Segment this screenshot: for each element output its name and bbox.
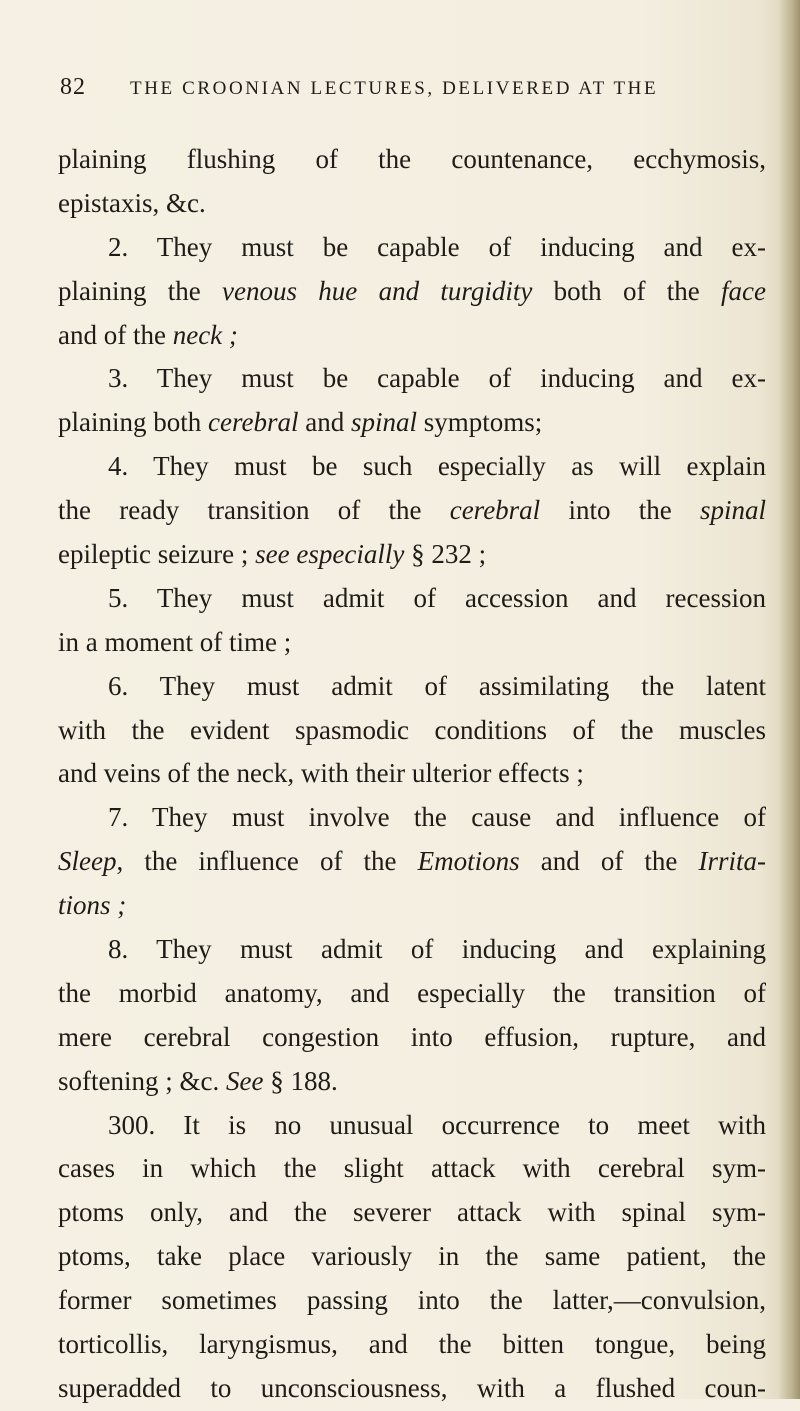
text-line	[58, 752, 766, 796]
text-segment: symptoms;	[416, 407, 543, 438]
text-line	[58, 577, 766, 621]
italic-text: see especially	[255, 539, 405, 570]
text-segment: 4. They must be such especially as will explain	[108, 451, 766, 482]
body-text	[58, 138, 766, 1411]
text-line	[58, 1191, 766, 1235]
text-line	[58, 665, 766, 709]
text-segment: former sometimes passing into the latter,—convulsion,	[58, 1285, 766, 1316]
italic-text: cerebral	[208, 407, 299, 438]
text-segment: in a moment of time ;	[58, 626, 292, 657]
text-segment: with the evident spasmodic conditions of the muscles	[58, 714, 766, 745]
text-segment: cases in which the slight attack with cerebral sym-	[58, 1153, 766, 1184]
italic-text: venous hue and turgidity	[222, 275, 533, 306]
text-line	[58, 1104, 766, 1148]
text-segment: 5. They must admit of accession and recession	[108, 582, 766, 613]
text-line	[58, 840, 766, 884]
italic-text: spinal	[350, 407, 417, 438]
italic-text: cerebral	[449, 495, 541, 526]
text-segment: plaining flushing of the countenance, ecchymosis,	[58, 144, 766, 174]
text-line	[58, 489, 766, 533]
text-segment: plaining the	[58, 275, 223, 306]
text-segment: torticollis, laryngismus, and the bitten tongue, being	[58, 1329, 766, 1360]
text-line	[58, 1147, 766, 1191]
text-segment: superadded to unconsciousness, with a flushed coun-	[58, 1372, 766, 1403]
text-segment: 300. It is no unusual occurrence to meet with	[108, 1109, 766, 1140]
text-line	[58, 621, 766, 665]
italic-text: Emotions	[417, 846, 520, 877]
text-segment: plaining both	[58, 407, 208, 438]
text-line	[58, 182, 766, 226]
text-segment: mere cerebral congestion into effusion, rupture, and	[58, 1021, 766, 1052]
text-segment: 7. They must involve the cause and influence of	[108, 802, 766, 833]
text-segment: both of the	[532, 275, 721, 306]
italic-text: Sleep	[58, 846, 117, 877]
text-line	[58, 1016, 766, 1060]
page-edge-shadow	[778, 0, 800, 1399]
text-segment: softening ; &c.	[58, 1065, 226, 1096]
italic-text: tions ;	[58, 890, 127, 921]
text-segment: 6. They must admit of assimilating the latent	[108, 670, 766, 701]
text-line	[58, 270, 766, 314]
italic-text: See	[225, 1065, 264, 1096]
text-segment: and of the	[58, 319, 173, 350]
text-segment: 8. They must admit of inducing and explaining	[108, 934, 766, 965]
text-line	[58, 401, 766, 445]
text-segment: ptoms only, and the severer attack with spinal sym-	[58, 1197, 766, 1228]
text-segment: and of the	[519, 846, 699, 877]
text-line	[58, 1060, 766, 1104]
text-line	[58, 138, 766, 182]
text-line	[58, 796, 766, 840]
text-segment: and veins of the neck, with their ulterior effects ;	[58, 758, 584, 789]
text-line	[58, 1323, 766, 1367]
text-segment: 3. They must be capable of inducing and ex-	[108, 363, 766, 394]
text-segment: and	[298, 407, 351, 438]
running-head: THE CROONIAN LECTURES, DELIVERED AT THE	[130, 78, 659, 99]
text-segment: the ready transition of the	[58, 495, 450, 526]
text-line	[58, 226, 766, 270]
text-segment: epistaxis, &c.	[58, 187, 206, 218]
page-number: 82	[60, 74, 86, 100]
text-segment: 2. They must be capable of inducing and ex-	[108, 231, 766, 262]
text-line	[58, 1235, 766, 1279]
text-line	[58, 972, 766, 1016]
text-line	[58, 533, 766, 577]
text-line	[58, 1279, 766, 1323]
text-line	[58, 709, 766, 753]
italic-text: spinal	[699, 495, 766, 526]
text-segment: § 188.	[263, 1065, 338, 1096]
page-header	[60, 74, 780, 114]
text-segment: , the influence of the	[116, 846, 418, 877]
italic-text: face	[721, 275, 766, 306]
italic-text: neck ;	[172, 319, 238, 350]
text-segment: the morbid anatomy, and especially the transition of	[58, 977, 766, 1008]
italic-text: Irrita-	[698, 846, 766, 877]
text-line	[58, 445, 766, 489]
text-segment: epileptic seizure ;	[58, 539, 256, 570]
text-line	[58, 357, 766, 401]
text-line	[58, 1367, 766, 1411]
text-segment: ptoms, take place variously in the same patient, the	[58, 1241, 766, 1272]
text-line	[58, 928, 766, 972]
text-line	[58, 314, 766, 358]
text-segment: § 232 ;	[404, 539, 487, 570]
text-segment: into the	[540, 495, 700, 526]
text-line	[58, 884, 766, 928]
